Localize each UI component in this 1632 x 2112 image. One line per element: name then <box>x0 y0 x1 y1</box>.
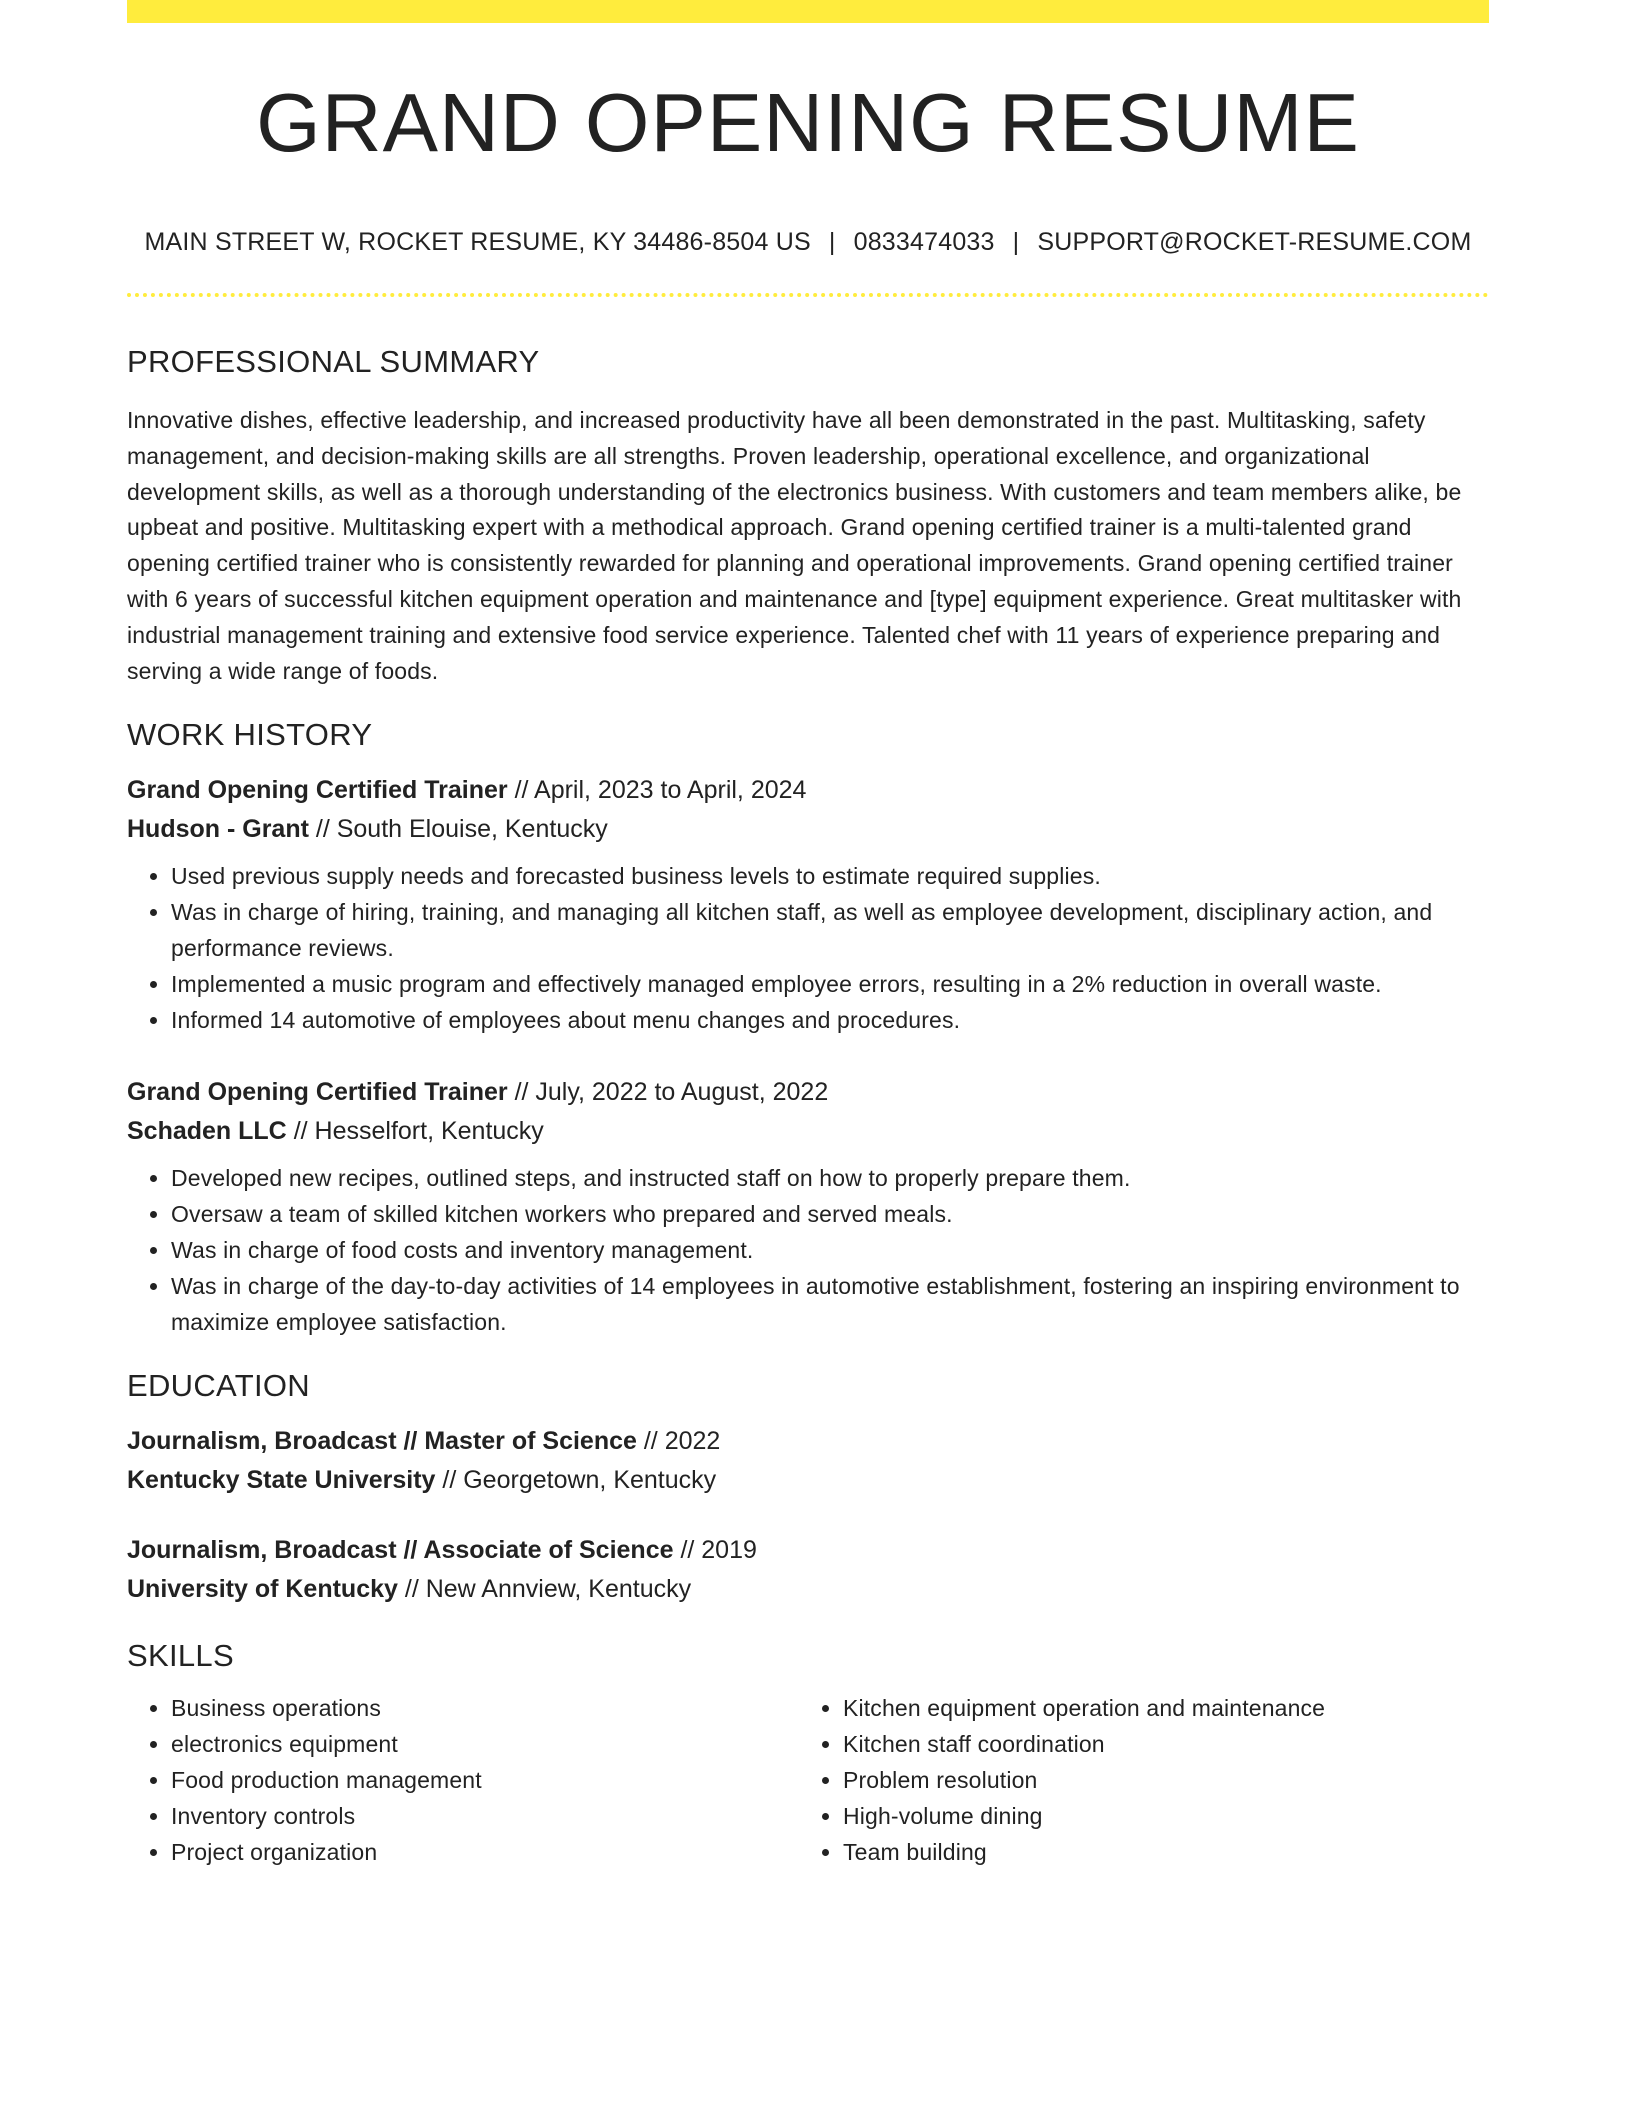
skill-item: • Problem resolution <box>843 1763 1471 1799</box>
skills-column-left <box>127 1691 799 1870</box>
education-degree-line <box>127 1531 1489 1570</box>
job-bullet: • Oversaw a team of skilled kitchen workers who prepared and served meals. <box>171 1197 1489 1233</box>
education-school-line <box>127 1461 1489 1500</box>
contact-address: MAIN STREET W, ROCKET RESUME, KY 34486-8504 US <box>144 228 811 256</box>
skill-item: • Kitchen staff coordination <box>843 1727 1471 1763</box>
job-bullet: • Was in charge of the day-to-day activities of 14 employees in automotive establishment, fostering an inspiring environment to maximize employee satisfaction. <box>171 1269 1489 1341</box>
education-entry <box>127 1531 1489 1609</box>
job-entry <box>127 1073 1489 1340</box>
job-position: Grand Opening Certified Trainer <box>127 776 508 805</box>
education-year: // 2022 <box>636 1427 721 1456</box>
skill-item: • Team building <box>843 1835 1471 1871</box>
job-company-line <box>127 1112 1489 1151</box>
job-company: Hudson - Grant <box>127 815 309 844</box>
contact-line <box>127 230 1489 255</box>
resume-name: GRAND OPENING RESUME <box>256 76 1360 169</box>
job-bullets <box>127 1161 1489 1340</box>
skill-item: • Inventory controls <box>171 1799 799 1835</box>
job-location: // South Elouise, Kentucky <box>308 815 608 844</box>
job-bullet: • Was in charge of hiring, training, and managing all kitchen staff, as well as employee development, disciplinary action, and performance reviews. <box>171 895 1489 967</box>
summary-heading: PROFESSIONAL SUMMARY <box>127 344 540 379</box>
job-bullet: • Developed new recipes, outlined steps, and instructed staff on how to properly prepare them. <box>171 1161 1489 1197</box>
job-bullet: • Was in charge of food costs and inventory management. <box>171 1233 1489 1269</box>
skills-grid <box>127 1691 1489 1870</box>
education-school-line <box>127 1570 1489 1609</box>
skills-heading: SKILLS <box>127 1638 234 1674</box>
job-dates: // April, 2023 to April, 2024 <box>507 776 807 805</box>
skill-item: • High-volume dining <box>843 1799 1471 1835</box>
contact-separator: | <box>1012 228 1020 256</box>
education-degree: Journalism, Broadcast // Associate of Science <box>127 1536 674 1565</box>
job-location: // Hesselfort, Kentucky <box>286 1117 544 1146</box>
job-bullet: • Used previous supply needs and forecasted business levels to estimate required supplies. <box>171 859 1489 895</box>
skill-item: • electronics equipment <box>171 1727 799 1763</box>
job-bullets <box>127 859 1489 1038</box>
accent-bar <box>127 0 1489 23</box>
job-dates: // July, 2022 to August, 2022 <box>507 1078 829 1107</box>
dotted-divider <box>127 293 1489 297</box>
skills-list <box>127 1691 799 1870</box>
job-entry <box>127 771 1489 1038</box>
job-company-line <box>127 810 1489 849</box>
education-degree: Journalism, Broadcast // Master of Science <box>127 1427 637 1456</box>
job-title-line <box>127 1073 1489 1112</box>
resume-page <box>127 0 1489 1870</box>
work-history-heading: WORK HISTORY <box>127 717 373 753</box>
education-location: // Georgetown, Kentucky <box>435 1466 717 1495</box>
contact-phone: 0833474033 <box>853 228 995 256</box>
education-location: // New Annview, Kentucky <box>397 1575 692 1604</box>
education-school: Kentucky State University <box>127 1466 436 1495</box>
skills-list <box>799 1691 1471 1870</box>
contact-email: SUPPORT@ROCKET-RESUME.COM <box>1037 228 1472 256</box>
education-school: University of Kentucky <box>127 1575 398 1604</box>
skills-column-right <box>799 1691 1471 1870</box>
skill-item: • Kitchen equipment operation and maintenance <box>843 1691 1471 1727</box>
contact-separator: | <box>828 228 836 256</box>
education-degree-line <box>127 1422 1489 1461</box>
job-bullet: • Implemented a music program and effectively managed employee errors, resulting in a 2% reduction in overall waste. <box>171 967 1489 1003</box>
job-company: Schaden LLC <box>127 1117 287 1146</box>
summary-text: Innovative dishes, effective leadership, and increased productivity have all been demonstrated in the past. Multitasking, safety management, and decision-making skills are all strengths. Proven leadership, operational excellence, and organizational development skills, as well as a thorough understanding of the electronics business. With customers and team members alike, be upbeat and positive. Multitasking expert with a methodical approach. Grand opening certified trainer is a multi-talented grand opening certified trainer who is consistently rewarded for planning and operational improvements. Grand opening certified trainer with 6 years of successful kitchen equipment operation and maintenance and [type] equipment experience. Great multitasker with industrial management training and extensive food service experience. Talented chef with 11 years of experience preparing and serving a wide range of foods. <box>127 407 1462 684</box>
education-entry <box>127 1422 1489 1500</box>
job-position: Grand Opening Certified Trainer <box>127 1078 508 1107</box>
skill-item: • Project organization <box>171 1835 799 1871</box>
skill-item: • Food production management <box>171 1763 799 1799</box>
education-heading: EDUCATION <box>127 1368 310 1404</box>
job-bullet: • Informed 14 automotive of employees about menu changes and procedures. <box>171 1003 1489 1039</box>
skill-item: • Business operations <box>171 1691 799 1727</box>
job-title-line <box>127 771 1489 810</box>
education-year: // 2019 <box>673 1536 757 1565</box>
